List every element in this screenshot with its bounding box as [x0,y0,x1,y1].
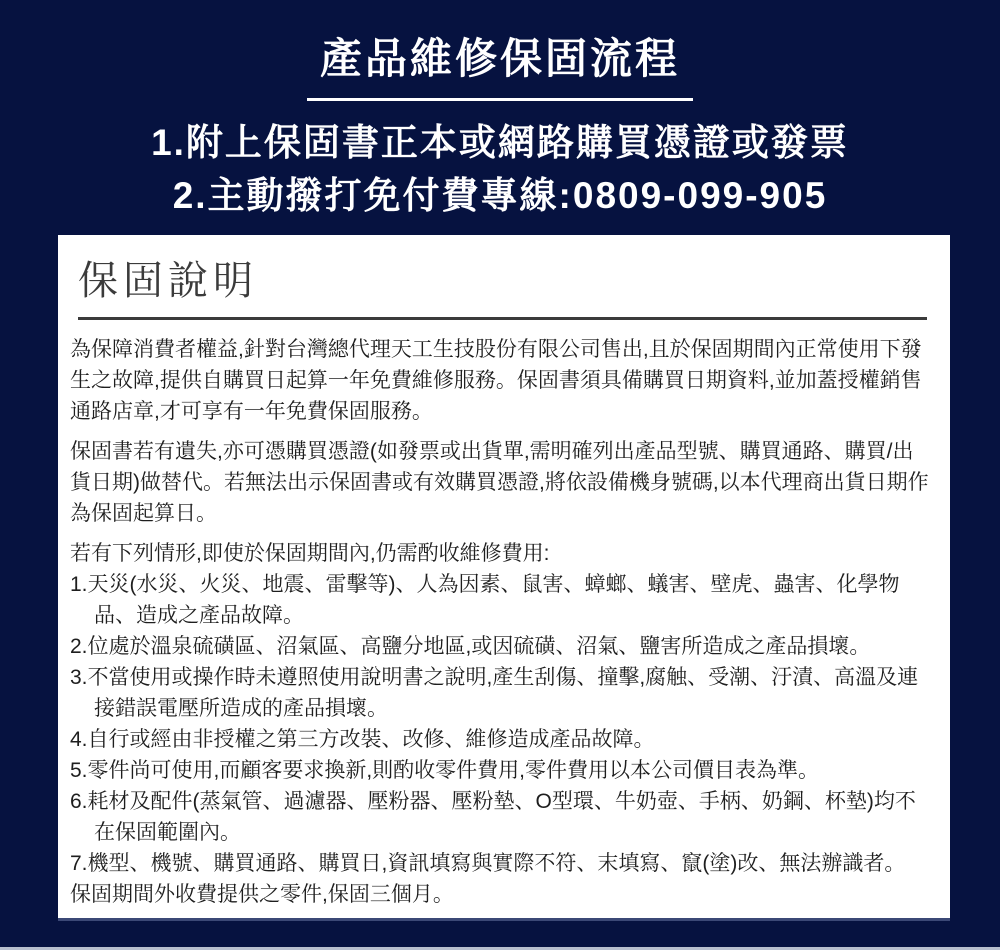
term-item-5: 5.零件尚可使用,而顧客要求換新,則酌收零件費用,零件費用以本公司價目表為準。 [70,759,820,782]
term-item-6: 6.耗材及配件(蒸氣管、過濾器、壓粉器、壓粉墊、O型環、牛奶壺、手柄、奶鋼、杯墊)均不在保固範圍內。 [70,790,916,844]
panel-body [70,334,930,910]
paragraph-1: 為保障消費者權益,針對台灣總代理天工生技股份有限公司售出,且於保固期間內正常使用下發生之故障,提供自購買日起算一年免費維修服務。保固書須具備購買日期資料,並加蓋授權銷售通路店章,才可享有一年免費保固服務。 [70,338,922,423]
paragraph-3-intro: 若有下列情形,即使於保固期間內,仍需酌收維修費用: [70,542,550,565]
paragraph-2: 保固書若有遺失,亦可憑購買憑證(如發票或出貨單,需明確列出產品型號、購買通路、購買/出貨日期)做替代。若無法出示保固書或有效購買憑證,將依設備機身號碼,以本代理商出貨日期作為保固起算日。 [70,440,929,525]
term-item-7: 7.機型、機號、購買通路、購買日,資訊填寫與實際不符、末填寫、竄(塗)改、無法辦識者。 [70,852,906,875]
panel-heading: 保固說明 [78,259,258,303]
heading-divider [78,317,927,320]
warranty-panel [58,235,950,918]
footer-note: 保固期間外收費提供之零件,保固三個月。 [70,883,454,906]
terms-list [70,569,930,879]
title-divider [307,98,693,101]
term-item-2: 2.位處於溫泉硫磺區、沼氣區、高鹽分地區,或因硫磺、沼氣、鹽害所造成之產品損壞。 [70,635,871,658]
term-item-1: 1.天災(水災、火災、地震、雷擊等)、人為因素、鼠害、蟑螂、蟻害、壁虎、蟲害、化學物品、造成之產品故障。 [70,573,900,627]
step-1: 1.附上保固書正本或網路購買憑證或發票 [151,122,849,163]
step-2: 2.主動撥打免付費專線:0809-099-905 [172,175,828,216]
page-title: 產品維修保固流程 [319,35,680,82]
term-item-4: 4.自行或經由非授權之第三方改裝、改修、維修造成產品故障。 [70,728,655,751]
term-item-3: 3.不當使用或操作時未遵照使用說明書之說明,產生刮傷、撞擊,腐触、受潮、汙漬、高溫及連接錯誤電壓所造成的產品損壞。 [70,666,919,720]
